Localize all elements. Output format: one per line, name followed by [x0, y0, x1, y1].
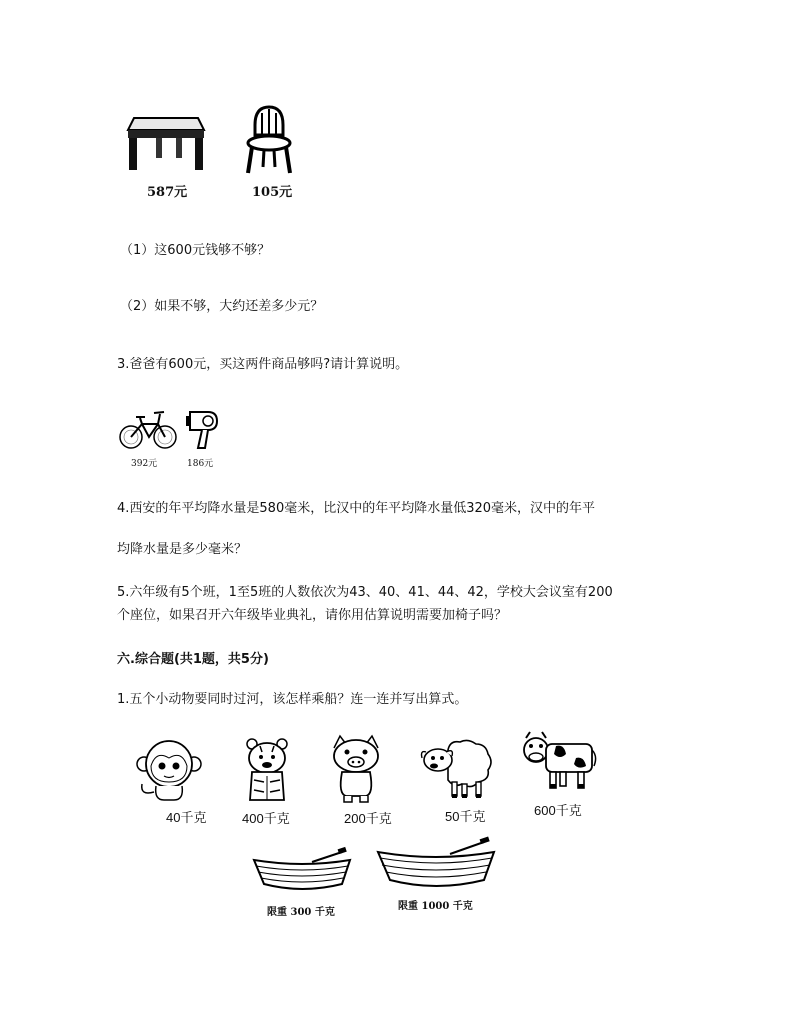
table-icon	[126, 112, 206, 174]
question-5-line2: 个座位，如果召开六年级毕业典礼，请你用估算说明需要加椅子吗？	[117, 608, 508, 623]
boat-2-limit: 限重 1000 千克	[398, 901, 473, 912]
boat-1-image	[252, 848, 352, 896]
pig-weight: 200千克	[344, 811, 392, 826]
monkey-icon	[134, 736, 204, 804]
bicycle-icon	[118, 404, 178, 452]
bicycle-price: 392元	[131, 459, 158, 469]
section-6-question-1: 1.五个小动物要同时过河，该怎样乘船？连一连并写出算式。	[117, 692, 468, 707]
chair-price: 105元	[252, 185, 293, 200]
boat-1-limit: 限重 300 千克	[267, 907, 335, 918]
question-5-line1: 5.六年级有5个班，1至5班的人数依次为43、40、41、44、42，学校大会议室有200	[117, 585, 613, 600]
monkey-image	[134, 736, 204, 804]
pig-image	[328, 734, 384, 804]
hair-dryer-image	[186, 406, 220, 450]
question-3: 3.爸爸有600元，买这两件商品够吗?请计算说明。	[117, 357, 409, 372]
tiger-icon	[240, 736, 294, 806]
hair-dryer-icon	[186, 406, 220, 450]
cow-icon	[520, 732, 596, 792]
sheep-icon	[420, 736, 494, 800]
question-sub1: （1）这600元钱够不够？	[120, 243, 271, 258]
cow-image	[520, 732, 596, 792]
table-image	[126, 112, 206, 174]
boat-icon	[252, 848, 352, 896]
boat-icon	[376, 838, 496, 894]
boat-2-image	[376, 838, 496, 894]
monkey-weight: 40千克	[166, 810, 207, 825]
chair-image	[246, 103, 292, 175]
hair-dryer-price: 186元	[187, 459, 214, 469]
cow-weight: 600千克	[534, 803, 582, 818]
sheep-image	[420, 736, 494, 800]
chair-icon	[246, 103, 292, 175]
question-sub2: （2）如果不够，大约还差多少元？	[120, 299, 324, 314]
question-4-line2: 均降水量是多少毫米？	[117, 542, 248, 557]
tiger-weight: 400千克	[242, 811, 290, 826]
table-price: 587元	[147, 185, 188, 200]
bicycle-image	[118, 404, 178, 452]
pig-icon	[328, 734, 384, 804]
sheep-weight: 50千克	[445, 809, 486, 824]
section-6-title: 六.综合题(共1题，共5分)	[117, 652, 269, 667]
question-4-line1: 4.西安的年平均降水量是580毫米，比汉中的年平均降水量低320毫米，汉中的年平	[117, 501, 596, 516]
tiger-image	[240, 736, 294, 806]
